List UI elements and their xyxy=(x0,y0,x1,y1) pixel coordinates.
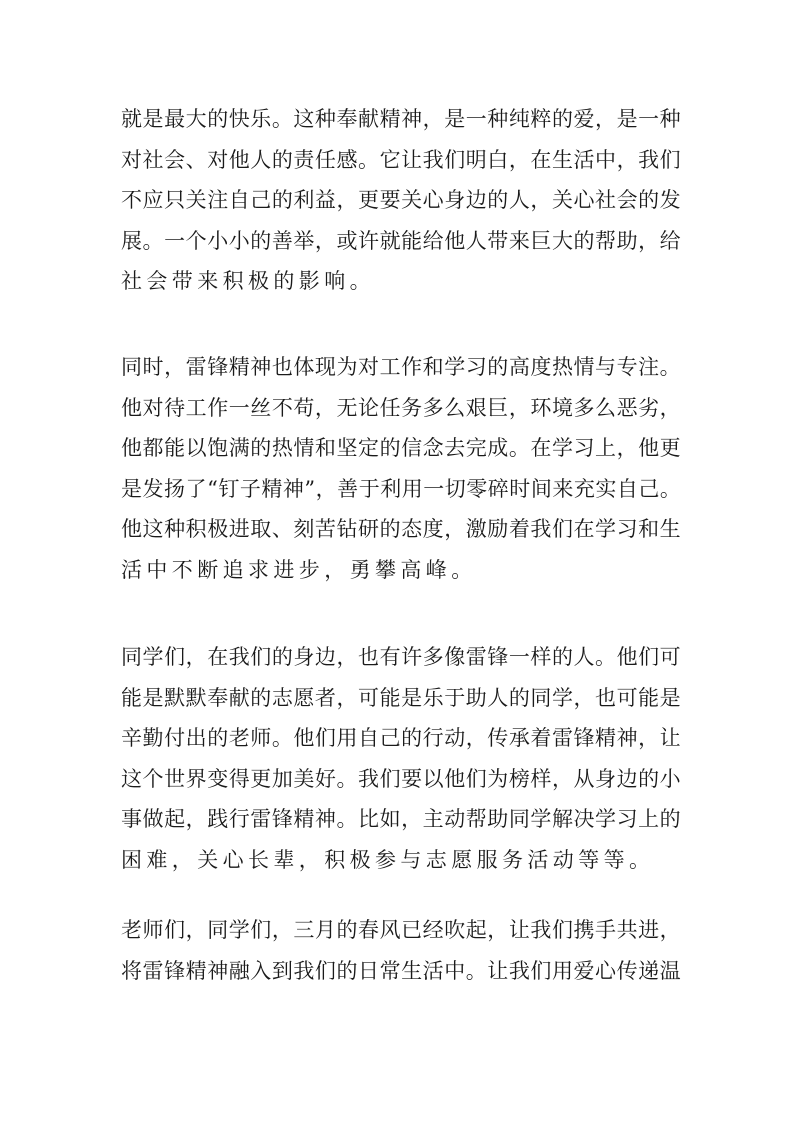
text-line: 将 雷 锋 精 神 融 入 到 我 们 的 日 常 生 活 中 。 让 我 们 用 爱 心 传 递 温 xyxy=(121,958,681,983)
text-line: 他 这 种 积 极 进 取 、 刻 苦 钻 研 的 态 度 ， 激 励 着 我 们 在 学 习 和 生 xyxy=(121,517,681,541)
text-line: 他 都 能 以 饱 满 的 热 情 和 坚 定 的 信 念 去 完 成 。 在 学 习 上 ， 他 更 xyxy=(121,436,681,460)
text-line: 辛 勤 付 出 的 老 师 。 他 们 用 自 己 的 行 动 ， 传 承 着 雷 锋 精 神 ， 让 xyxy=(121,726,681,750)
text-line: 对 社 会 、 对 他 人 的 责 任 感 。 它 让 我 们 明 白 ， 在 生 活 中 ， 我 们 xyxy=(121,147,681,172)
text-line: 活中不断追求进步，勇攀高峰。 xyxy=(121,557,477,582)
text-line: 是 发 扬 了 “ 钉 子 精 神 ” ， 善 于 利 用 一 切 零 碎 时 间 来 充 实 自 己 。 xyxy=(121,476,681,501)
text-line: 社会带来积极的影响。 xyxy=(121,269,375,293)
text-line: 事 做 起 ， 践 行 雷 锋 精 神 。 比 如 ， 主 动 帮 助 同 学 解 决 学 习 上 的 xyxy=(121,807,681,831)
text-line: 他 对 待 工 作 一 丝 不 苟 ， 无 论 任 务 多 么 艰 巨 ， 环 境 多 么 恶 劣 ， xyxy=(121,395,681,420)
text-line: 困难，关心长辈，积极参与志愿服务活动等等。 xyxy=(121,847,655,872)
text-line: 同 学 们 ， 在 我 们 的 身 边 ， 也 有 许 多 像 雷 锋 一 样 的 人 。 他 们 可 xyxy=(121,645,681,669)
text-line: 不 应 只 关 注 自 己 的 利 益 ， 更 要 关 心 身 边 的 人 ， 关 心 社 会 的 发 xyxy=(121,188,681,212)
text-line: 展 。 一 个 小 小 的 善 举 ， 或 许 就 能 给 他 人 带 来 巨 大 的 帮 助 ， 给 xyxy=(121,228,681,253)
text-line: 老 师 们 ， 同 学 们 ， 三 月 的 春 风 已 经 吹 起 ， 让 我 们 携 手 共 进 ， xyxy=(121,918,681,942)
text-line: 能 是 默 默 奉 献 的 志 愿 者 ， 可 能 是 乐 于 助 人 的 同 学 ， 也 可 能 是 xyxy=(121,685,681,710)
text-line: 同 时 ， 雷 锋 精 神 也 体 现 为 对 工 作 和 学 习 的 高 度 热 情 与 专 注 。 xyxy=(121,355,681,379)
text-line: 这 个 世 界 变 得 更 加 美 好 。 我 们 要 以 他 们 为 榜 样 ， 从 身 边 的 小 xyxy=(121,766,681,791)
text-line: 就 是 最 大 的 快 乐 。 这 种 奉 献 精 神 ， 是 一 种 纯 粹 的 爱 ， 是 一 种 xyxy=(121,107,681,131)
